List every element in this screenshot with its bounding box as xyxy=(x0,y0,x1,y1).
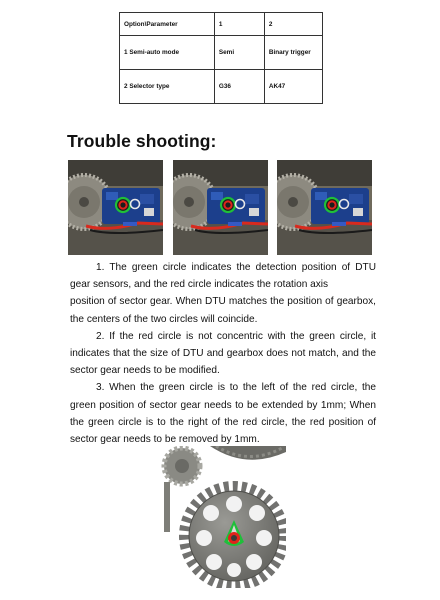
paragraph-1b: position of sector gear. When DTU matches the position of gearbox, the centers of the two circles will coincide. xyxy=(70,296,376,325)
table-cell: Semi xyxy=(214,36,264,70)
table-row xyxy=(120,70,323,104)
table-cell: 2 Selector type xyxy=(120,70,215,104)
paragraph-1a: 1. The green circle indicates the detection position of DTU gear sensors, and the red circle indicates the rotation axis xyxy=(70,262,376,291)
table-header-cell: 1 xyxy=(214,13,264,36)
gearbox-photo-3 xyxy=(277,160,372,255)
table-cell: 1 Semi-auto mode xyxy=(120,36,215,70)
section-title: Trouble shooting: xyxy=(67,131,217,151)
table-cell: G36 xyxy=(214,70,264,104)
table-header-cell: Option\Parameter xyxy=(120,13,215,36)
instructions-text xyxy=(70,259,376,448)
gearbox-photo-2 xyxy=(173,160,268,255)
sector-gear-photo xyxy=(158,446,286,588)
table-cell: Binary trigger xyxy=(264,36,322,70)
parameter-table xyxy=(119,12,323,104)
paragraph-3: 3. When the green circle is to the left of the red circle, the green position of sector gear needs to be extended by 1mm; When the green circle is to the right of the red circle, the red position of sector gear needs to be removed by 1mm. xyxy=(70,382,376,446)
table-header-cell: 2 xyxy=(264,13,322,36)
gearbox-photo-1 xyxy=(68,160,163,255)
paragraph-2: 2. If the red circle is not concentric with the green circle, it indicates that the size of DTU and gearbox does not match, and the sector gear needs to be modified. xyxy=(70,330,376,377)
table-row xyxy=(120,36,323,70)
table-cell: AK47 xyxy=(264,70,322,104)
table-header-row xyxy=(120,13,323,36)
